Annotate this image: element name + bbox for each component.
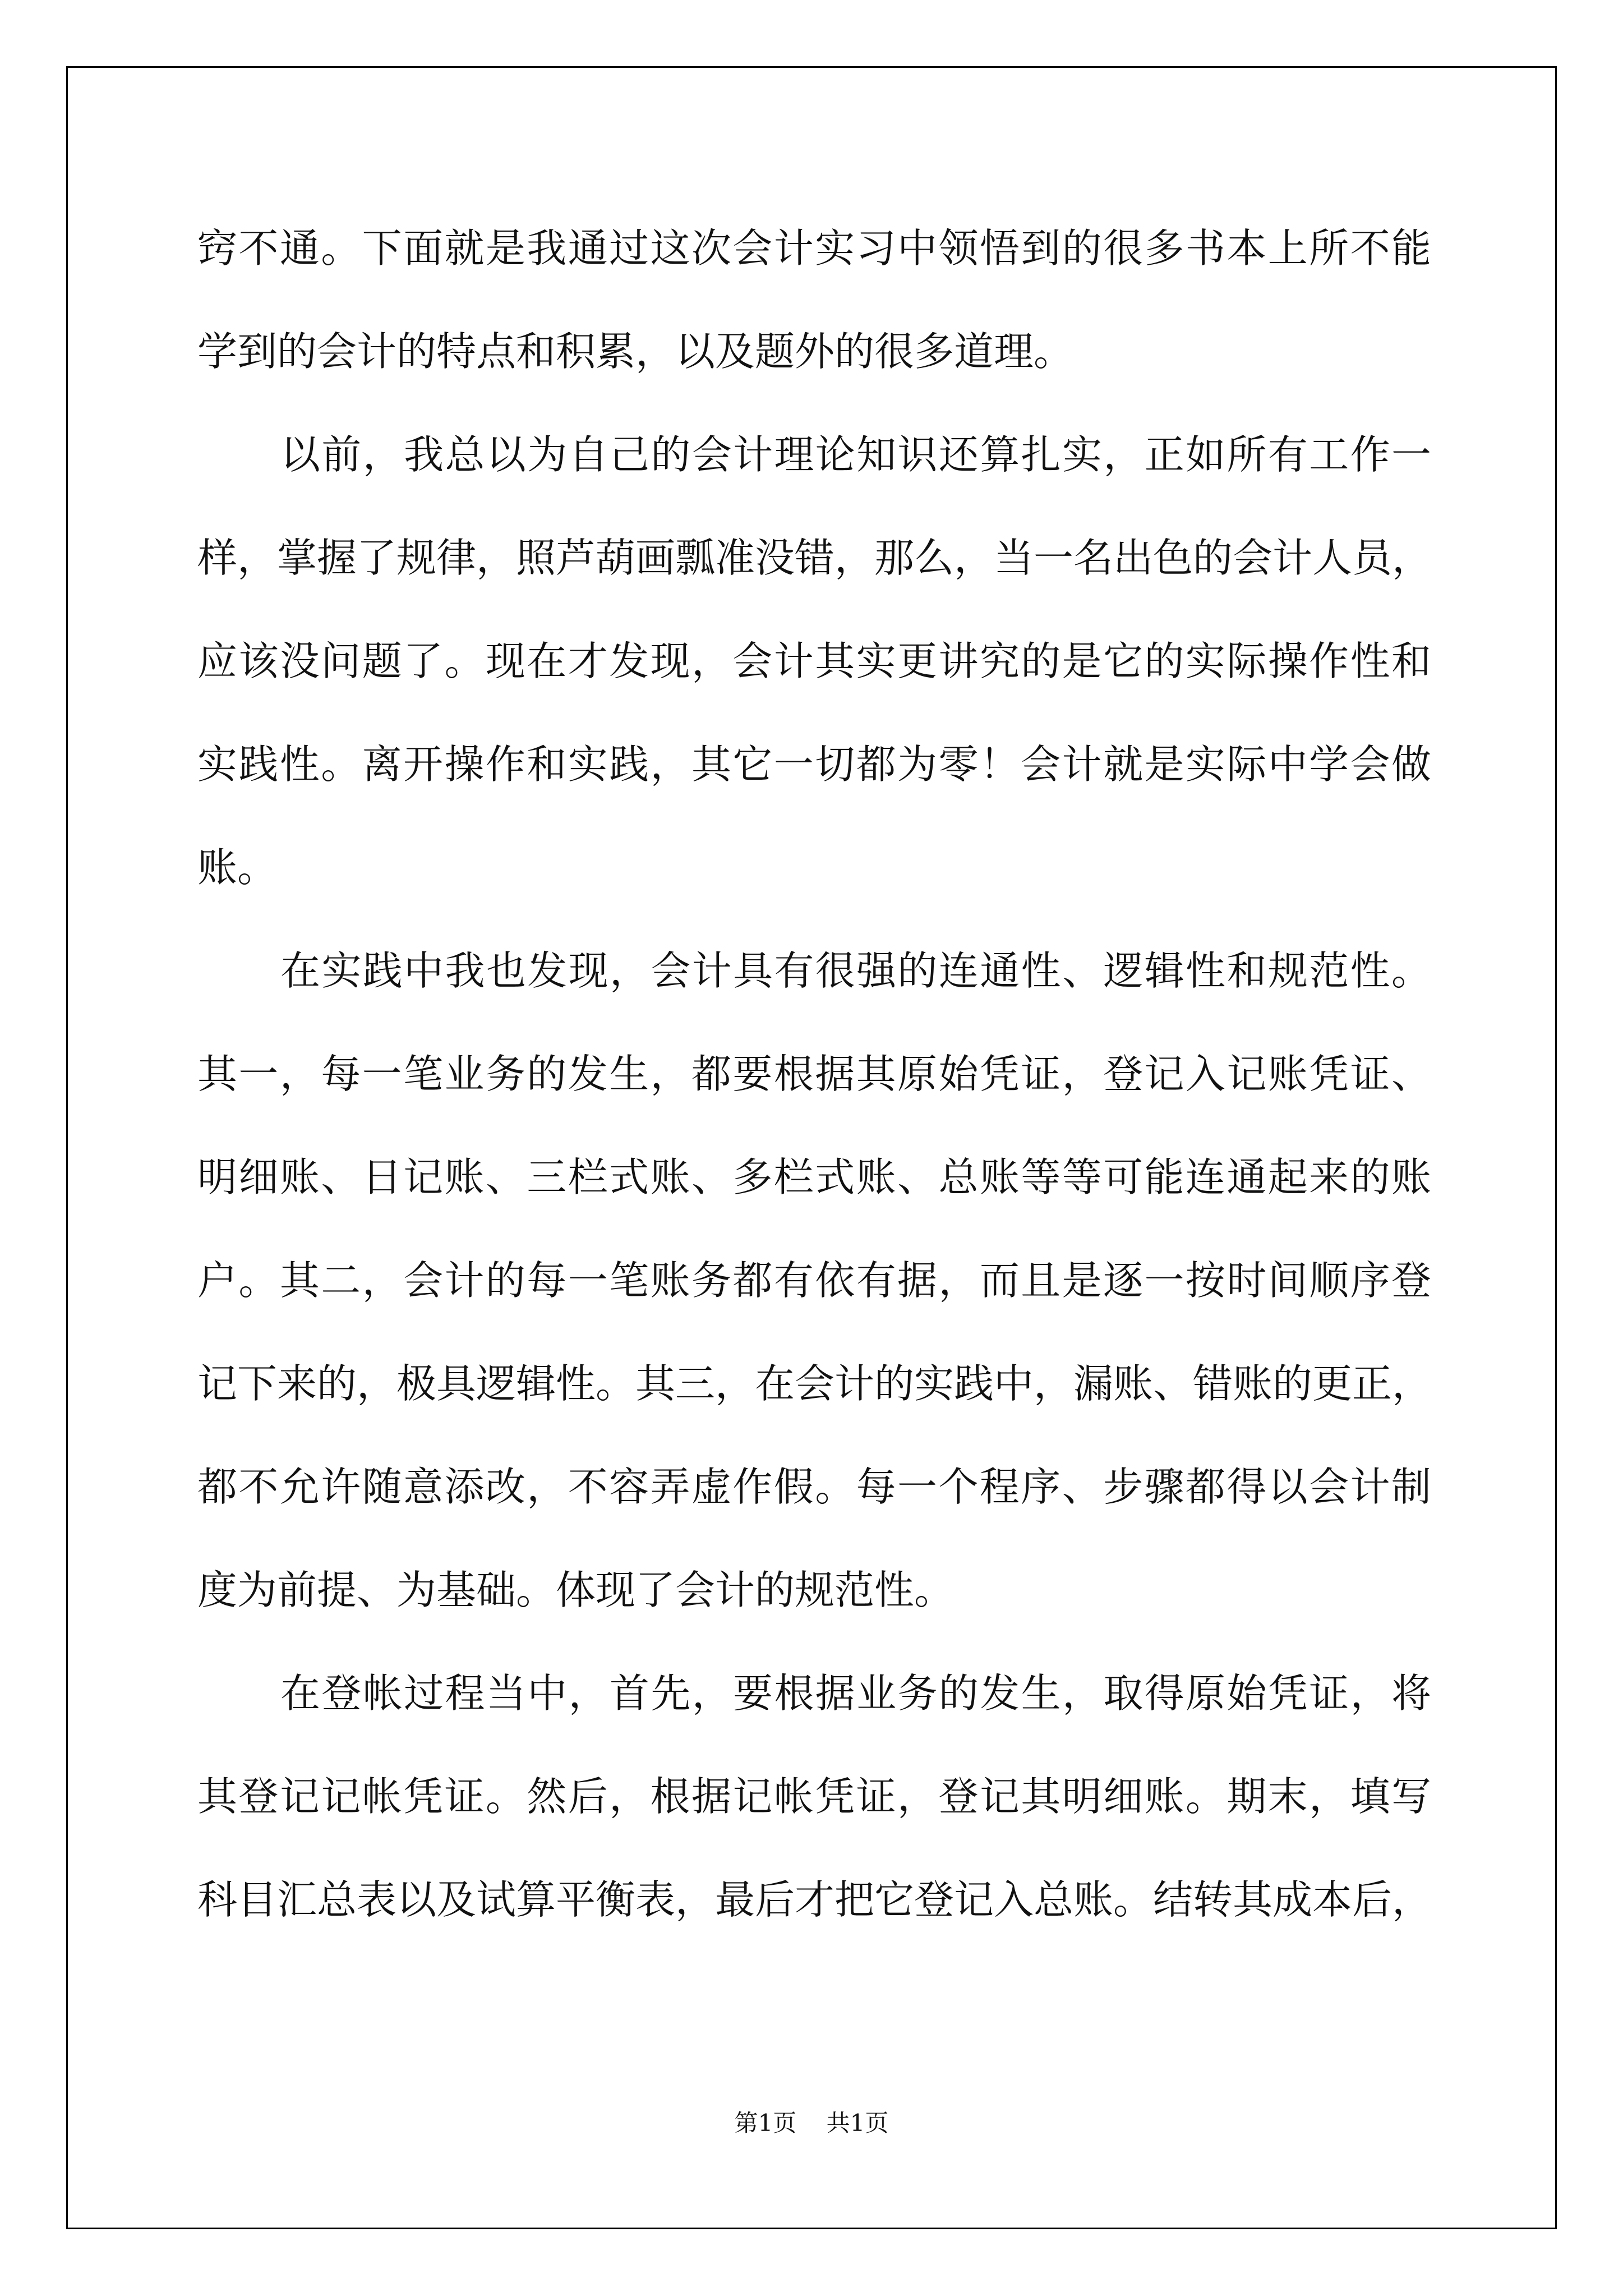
text-line: 其登记记帐凭证。然后，根据记帐凭证，登记其明细账。期末，填写 <box>197 1773 1431 1820</box>
text-line: 其一，每一笔业务的发生，都要根据其原始凭证，登记入记账凭证、 <box>197 1051 1431 1097</box>
page-number-footer: 第1页 共1页 <box>734 2109 889 2137</box>
text-line: 实践性。离开操作和实践，其它一切都为零！会计就是实际中学会做 <box>197 741 1431 788</box>
text-line: 明细账、日记账、三栏式账、多栏式账、总账等等可能连通起来的账 <box>197 1154 1431 1200</box>
document-body <box>197 218 1431 1972</box>
text-line: 在实践中我也发现，会计具有很强的连通性、逻辑性和规范性。 <box>280 947 1431 994</box>
text-line: 账。 <box>197 844 278 891</box>
text-line: 科目汇总表以及试算平衡表，最后才把它登记入总账。结转其成本后， <box>197 1876 1432 1923</box>
text-line: 都不允许随意添改，不容弄虚作假。每一个程序、步骤都得以会计制 <box>197 1464 1431 1510</box>
text-line: 记下来的，极具逻辑性。其三，在会计的实践中，漏账、错账的更正， <box>197 1360 1432 1407</box>
text-line: 在登帐过程当中，首先，要根据业务的发生，取得原始凭证，将 <box>280 1670 1431 1717</box>
text-line: 窍不通。下面就是我通过这次会计实习中领悟到的很多书本上所不能 <box>197 225 1431 272</box>
text-line: 样，掌握了规律，照芦葫画瓢准没错，那么，当一名出色的会计人员， <box>197 535 1432 581</box>
text-line: 学到的会计的特点和积累，以及题外的很多道理。 <box>197 328 1074 375</box>
text-line: 应该没问题了。现在才发现，会计其实更讲究的是它的实际操作性和 <box>197 638 1431 684</box>
text-line: 户。其二，会计的每一笔账务都有依有据，而且是逐一按时间顺序登 <box>197 1257 1431 1304</box>
text-line: 度为前提、为基础。体现了会计的规范性。 <box>197 1567 955 1613</box>
text-line: 以前，我总以为自己的会计理论知识还算扎实，正如所有工作一 <box>280 431 1431 478</box>
